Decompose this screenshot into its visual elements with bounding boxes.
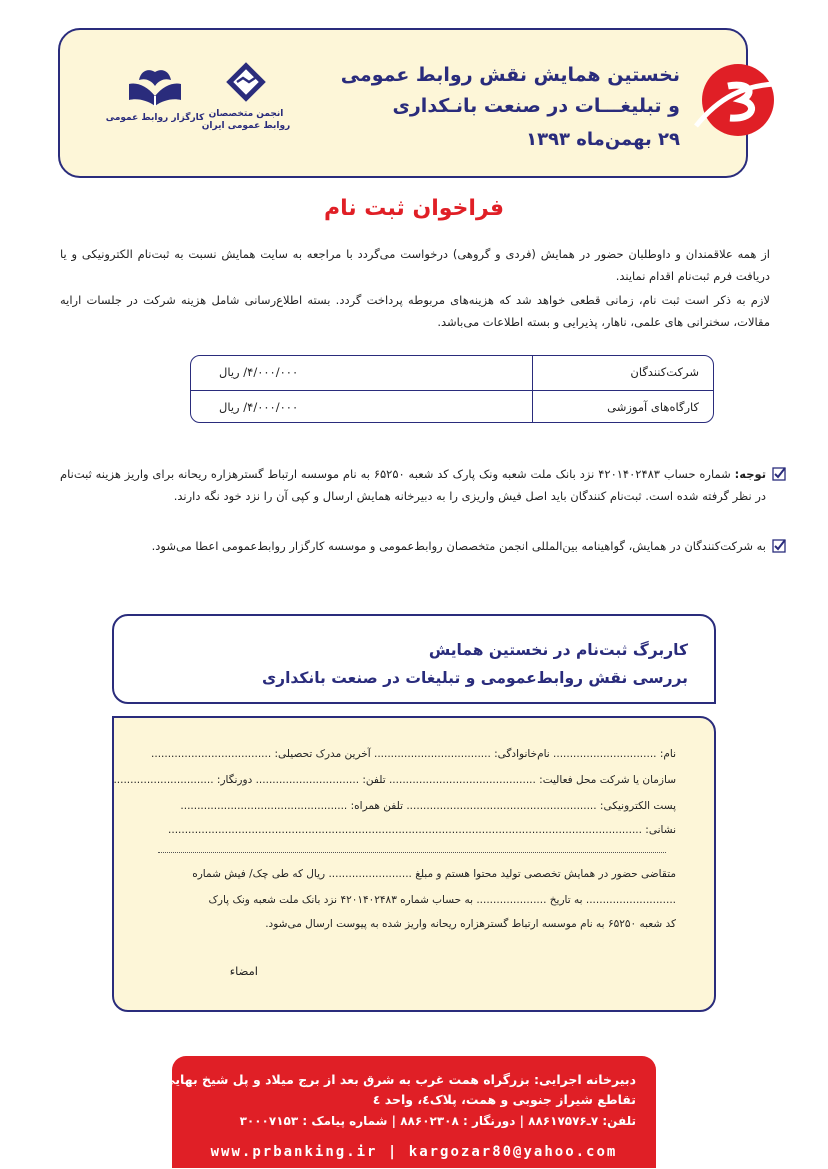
fee-label: شرکت‌کنندگان — [630, 365, 699, 379]
form-request-line1: متقاضی حضور در همایش تخصصی تولید محتوا هستم و مبلغ ......................... ریال که طی چک/ فیش شماره — [192, 868, 676, 880]
fee-row — [191, 356, 713, 389]
form-request-line3: کد شعبه ۶۵۲۵۰ به نام موسسه ارتباط گسترهزاره ریحانه واریز شده به پیوست ارسال می‌شود. — [265, 918, 676, 930]
footer-web-email[interactable]: www.prbanking.ir | kargozar80@yahoo.com — [210, 1144, 618, 1160]
form-title-box — [112, 614, 716, 704]
intro-paragraph-2: لازم به ذکر است ثبت نام، زمانی قطعی خواهد شد که هزینه‌های مربوطه پرداخت گردد. بسته اطلاع‌رسانی شامل هزینه شرکت در جلسات ارایه مقالات، سخنرانی های علمی، ناهار، پذیرایی و بسته اطلاعات می‌باشد. — [60, 293, 770, 329]
certificate-note: به شرکت‌کنندگان در همایش، گواهینامه بین‌المللی انجمن متخصصان روابط‌عمومی و موسسه کارگزار روابط‌عمومی اعطا می‌شود. — [151, 539, 766, 553]
fee-amount: ۴/۰۰۰/۰۰۰/ ریال — [219, 365, 299, 379]
form-title-line1: کاربرگ ثبت‌نام در نخستین همایش — [428, 641, 688, 659]
header-title — [320, 60, 680, 122]
form-request-line2: ........................... به تاریخ ..................... به حساب شماره ۴۲۰۱۴۰۲۴۸۳ نزد بانک ملت شعبه ونک پارک — [208, 894, 676, 906]
note-label: توجه: — [734, 467, 767, 481]
note-text: شماره حساب ۴۲۰۱۴۰۲۴۸۳ نزد بانک ملت شعبه ونک پارک کد شعبه ۶۵۲۵۰ به نام موسسه ارتباط گسترهزاره ریحانه برای واریز هزینه ثبت‌نام در نظر گرفته شده است. ثبت‌نام کنندگان باید اصل فیش واریزی را به دبیرخانه همایش ارسال و کپی آن را نزد خود نگه دارند. — [60, 467, 766, 503]
conference-logo-icon — [690, 56, 778, 144]
org2-name: کارگزار روابط عمومی — [105, 113, 205, 123]
org1-name: انجمن متخصصان روابط عمومی ایران — [201, 109, 291, 131]
header-title-line1: نخستین همایش نقش روابط عمومی — [340, 64, 680, 86]
fee-amount: ۴/۰۰۰/۰۰۰/ ریال — [219, 400, 299, 414]
payment-note — [60, 463, 766, 507]
form-row-address[interactable]: نشانی: .............................................................................................................................................. — [168, 824, 676, 836]
header-date: ۲۹ بهمن‌ماه ۱۳۹۳ — [526, 129, 680, 150]
fee-row — [191, 390, 713, 423]
org2-logo — [100, 66, 210, 124]
handshake-emblem-icon — [224, 60, 268, 104]
form-row-organization[interactable]: سازمان یا شرکت محل فعالیت: ............................................ تلفن: ............................... دورنگار: .............................. — [113, 774, 676, 786]
checkbox-icon — [772, 539, 786, 553]
form-row-name[interactable]: نام: ............................... نام‌خانوادگی: ................................... آخرین مدرک تحصیلی: .................................... — [151, 748, 676, 760]
intro-paragraph-1: از همه علاقمندان و داوطلبان حضور در همایش (فردی و گروهی) درخواست می‌گردد با مراجعه به سایت همایش نسبت به ثبت‌نام الکترونیکی و یا دریافت فرم ثبت‌نام اقدام نمایند. — [60, 247, 770, 283]
signature-label: امضاء — [229, 964, 258, 978]
form-row-email[interactable]: پست الکترونیکی: ......................................................... تلفن همراه: .................................................. — [180, 800, 676, 812]
fee-label: کارگاه‌های آموزشی — [607, 400, 699, 414]
address-continuation-line[interactable] — [158, 852, 666, 853]
checkbox-icon — [772, 467, 786, 481]
footer-address-line1: دبیرخانه اجرایی: بزرگراه همت غرب به شرق بعد از برج میلاد و پل شیخ بهایی، — [157, 1072, 636, 1087]
footer-address-line2: تقاطع شیراز جنوبی و همت، پلاک٤، واحد ٤ — [372, 1092, 636, 1107]
book-emblem-icon — [123, 66, 187, 108]
registration-form — [112, 716, 716, 1012]
footer-phones: تلفن: ۷ـ۸۸۶۱۷۵۷۶ | دورنگار : ۸۸۶۰۲۳۰۸ | شماره پیامک : ۳۰۰۰۷۱۵۳ — [239, 1114, 636, 1128]
org1-logo — [196, 60, 296, 132]
form-title-line2: بررسی نقش روابط‌عمومی و تبلیغات در صنعت بانکداری — [261, 669, 688, 687]
header-title-line2: و تبلیغـــات در صنعت بانـکداری — [392, 95, 680, 117]
footer-contact — [157, 1056, 656, 1168]
form-title — [262, 636, 688, 692]
call-title: فراخوان ثبت نام — [323, 196, 505, 221]
fees-table — [190, 355, 714, 423]
